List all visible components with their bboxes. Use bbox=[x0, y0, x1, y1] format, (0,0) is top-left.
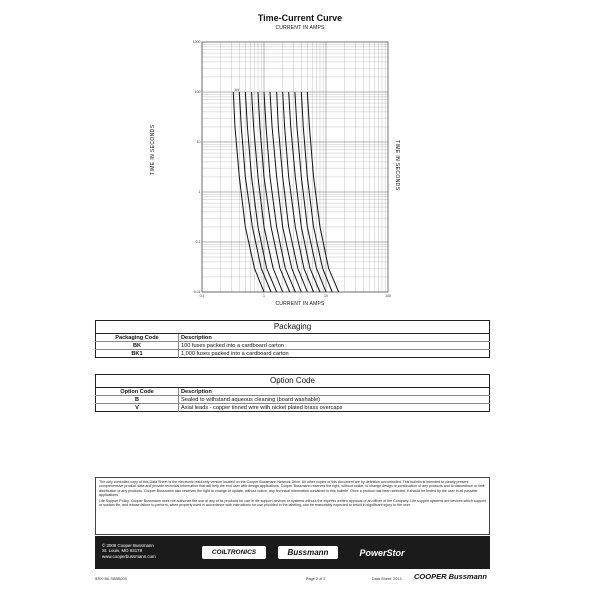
y-tick-label: 0.01 bbox=[193, 290, 201, 295]
packaging-col-code: Packaging Code bbox=[96, 334, 179, 342]
y-tick-label: 10 bbox=[196, 140, 201, 145]
option-col-code: Option Code bbox=[96, 388, 179, 396]
packaging-col-desc: Description bbox=[179, 334, 490, 342]
curve-label: 1/4 bbox=[234, 88, 240, 92]
packaging-title: Packaging bbox=[96, 321, 490, 334]
option-code: V bbox=[96, 404, 179, 412]
page-number: Page 2 of 2 bbox=[306, 577, 326, 581]
table-row bbox=[96, 404, 490, 412]
table-row bbox=[96, 396, 490, 404]
copyright-line: © 2008 Cooper Bussmann bbox=[102, 543, 154, 548]
x-axis-label-top: CURRENT IN AMPS bbox=[275, 25, 325, 31]
y-axis-label-right: TIME IN SECONDS bbox=[394, 140, 400, 191]
option-code-table bbox=[95, 374, 490, 412]
y-tick-label: 100 bbox=[194, 90, 201, 95]
option-desc: Sealed to withstand aqueous cleaning (board washable) bbox=[179, 396, 490, 404]
packaging-desc: 1,000 fuses packed into a cardboard carton bbox=[181, 350, 289, 357]
option-col-desc: Description bbox=[179, 388, 490, 396]
x-tick-label: 0.1 bbox=[199, 294, 205, 298]
datasheet-label: Data Sheet: 2013 bbox=[372, 577, 402, 581]
disclaimer-text: The only controlled copy of this Data Sheet is the electronic read-only version located on the Cooper Bussmann Network Drive. All other copies of this document are by definition uncontrolled. This bulletin is intended to clearly present comprehensive product data and provide technical information that will help the end user with design applications. Cooper Bussmann reserves the right, without notice, to change design or construction of any products and to discontinue or limit distribution of any products. Cooper Bussmann also reserves the right to change or update, without notice, any technical information contained in this bulletin. Once a product has been selected, it should be tested by the user in all possible applications. bbox=[99, 480, 485, 497]
option-title: Option Code bbox=[96, 375, 490, 388]
website-link[interactable]: www.cooperbussmann.com bbox=[102, 553, 156, 559]
y-tick-label: 1 bbox=[198, 190, 201, 195]
option-desc: Axial leads - copper tinned wire with nickel plated brass overcaps bbox=[181, 404, 343, 411]
packaging-code: BK1 bbox=[96, 350, 179, 358]
address-line: St. Louis, MO 63178 bbox=[102, 548, 143, 554]
packaging-code: BK bbox=[96, 342, 179, 350]
chart-title: Time-Current Curve bbox=[257, 13, 343, 23]
x-axis-label-bottom: CURRENT IN AMPS bbox=[275, 301, 325, 307]
x-tick-label: 1 bbox=[263, 294, 265, 298]
time-current-chart bbox=[194, 36, 394, 298]
table-row bbox=[96, 342, 490, 350]
document-id: 5709 BII-SBBB009 bbox=[95, 577, 127, 581]
x-tick-label: 100 bbox=[385, 294, 391, 298]
copyright-block bbox=[102, 543, 156, 559]
table-row bbox=[96, 350, 490, 358]
packaging-table bbox=[95, 320, 490, 358]
y-axis-label-left: TIME IN SECONDS bbox=[150, 124, 156, 175]
powerstor-logo: PowerStor bbox=[359, 547, 405, 558]
packaging-desc: 100 fuses packed into a cardboard carton bbox=[179, 342, 490, 350]
coiltronics-logo: COILTRONICS bbox=[202, 546, 266, 559]
x-tick-label: 10 bbox=[324, 294, 328, 298]
cooper-bussmann-logo: COOPER Bussmann bbox=[414, 572, 487, 581]
option-code: B bbox=[96, 396, 179, 404]
y-tick-label: 0.1 bbox=[195, 240, 201, 245]
disclaimer-box bbox=[95, 477, 490, 535]
bussmann-logo: Bussmann bbox=[278, 546, 338, 559]
y-tick-label: 1000 bbox=[192, 40, 201, 45]
life-support-policy: Life Support Policy: Cooper Bussmann does not authorize the use of any of its products for use in life support devices or systems without the express written approval of an officer of the Company. Life support systems are devices which support or sustain life, and whose failure to perform, when properly used in accordance with instructions for use provided in the labeling, can be reasonably expected to result in significant injury to the user. bbox=[99, 499, 486, 508]
